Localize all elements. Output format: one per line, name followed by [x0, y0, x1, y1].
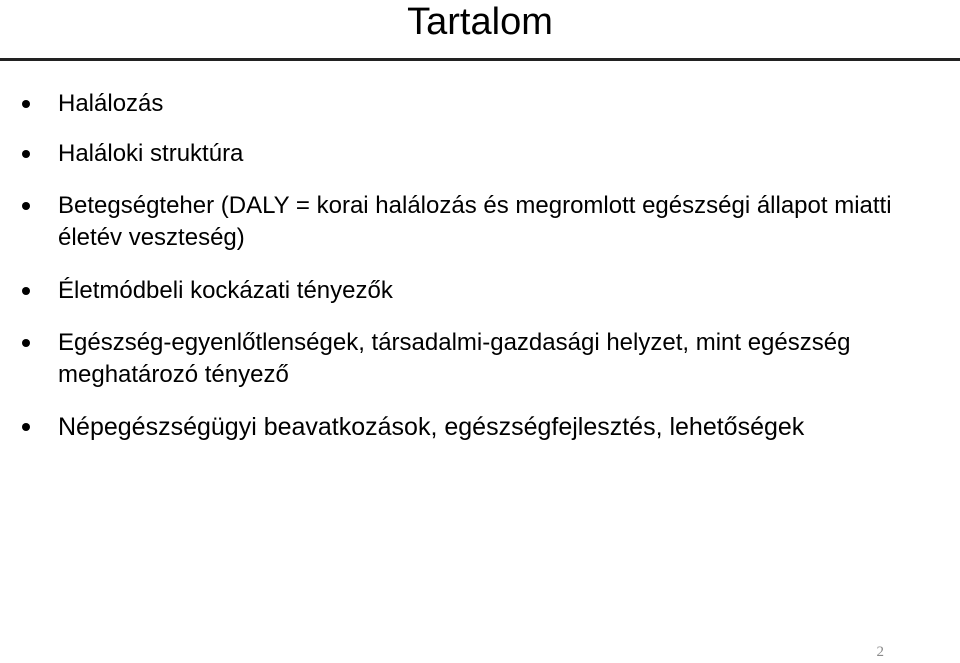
list-item	[58, 327, 928, 391]
slide-title: Tartalom	[407, 1, 553, 43]
list-item-text: Haláloki struktúra	[58, 140, 244, 167]
list-item-text: Halálozás	[58, 90, 164, 117]
bullet-icon	[22, 423, 30, 431]
list-item	[58, 138, 928, 170]
list-item-text: Életmódbeli kockázati tényezők	[58, 277, 393, 304]
bullet-icon	[22, 287, 30, 295]
title-divider	[0, 58, 960, 61]
page-number: 2	[876, 644, 884, 660]
bullet-icon	[22, 339, 30, 347]
bullet-icon	[22, 100, 30, 108]
list-item	[58, 88, 928, 120]
list-item	[58, 411, 928, 443]
list-item-text: Népegészségügyi beavatkozások, egészségfejlesztés, lehetőségek	[58, 413, 805, 441]
bullet-icon	[22, 150, 30, 158]
list-item	[58, 190, 928, 254]
list-item-text: Betegségteher (DALY = korai halálozás és megromlott egészségi állapot miatti életév veszteség)	[58, 192, 892, 251]
list-item-text: Egészség-egyenlőtlenségek, társadalmi-gazdasági helyzet, mint egészség meghatározó tényező	[58, 329, 851, 388]
list-item	[58, 275, 928, 307]
bullet-icon	[22, 202, 30, 210]
